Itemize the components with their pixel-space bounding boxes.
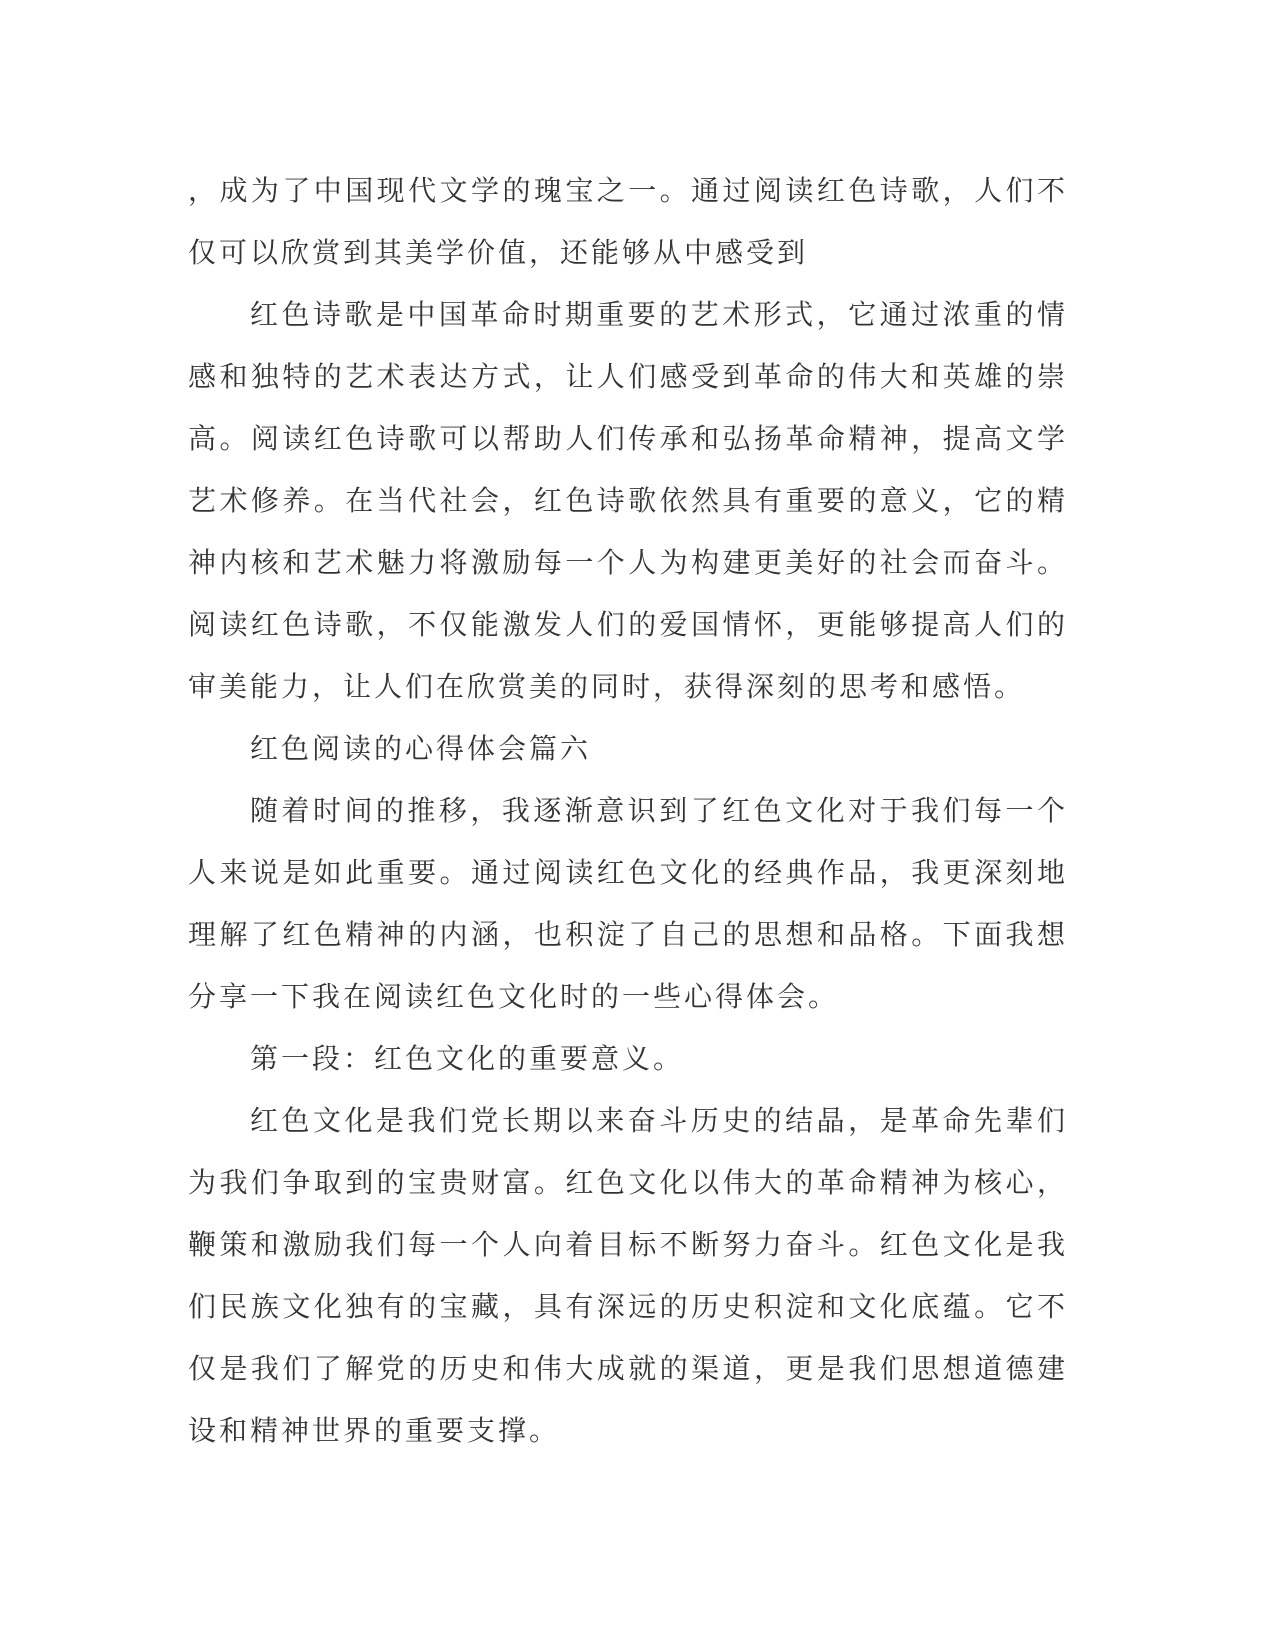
- section-heading-part-six: 红色阅读的心得体会篇六: [250, 732, 592, 765]
- document-body: [188, 160, 1068, 1462]
- section-heading-first-paragraph: 第一段：红色文化的重要意义。: [250, 1042, 685, 1075]
- paragraph-red-culture-significance: 红色文化是我们党长期以来奋斗历史的结晶，是革命先辈们为我们争取到的宝贵财富。红色文化以伟大的革命精神为核心，鞭策和激励我们每一个人向着目标不断努力奋斗。红色文化是我们民族文化独有的宝藏，具有深远的历史积淀和文化底蕴。它不仅是我们了解党的历史和伟大成就的渠道，更是我们思想道德建设和精神世界的重要支撑。: [188, 1104, 1068, 1447]
- paragraph-continuation: ，成为了中国现代文学的瑰宝之一。通过阅读红色诗歌，人们不仅可以欣赏到其美学价值，还能够从中感受到: [188, 174, 1068, 269]
- paragraph-intro-red-culture: 随着时间的推移，我逐渐意识到了红色文化对于我们每一个人来说是如此重要。通过阅读红色文化的经典作品，我更深刻地理解了红色精神的内涵，也积淀了自己的思想和品格。下面我想分享一下我在阅读红色文化时的一些心得体会。: [188, 794, 1068, 1013]
- paragraph-red-poetry: 红色诗歌是中国革命时期重要的艺术形式，它通过浓重的情感和独特的艺术表达方式，让人们感受到革命的伟大和英雄的崇高。阅读红色诗歌可以帮助人们传承和弘扬革命精神，提高文学艺术修养。在当代社会，红色诗歌依然具有重要的意义，它的精神内核和艺术魅力将激励每一个人为构建更美好的社会而奋斗。阅读红色诗歌，不仅能激发人们的爱国情怀，更能够提高人们的审美能力，让人们在欣赏美的同时，获得深刻的思考和感悟。: [188, 298, 1068, 703]
